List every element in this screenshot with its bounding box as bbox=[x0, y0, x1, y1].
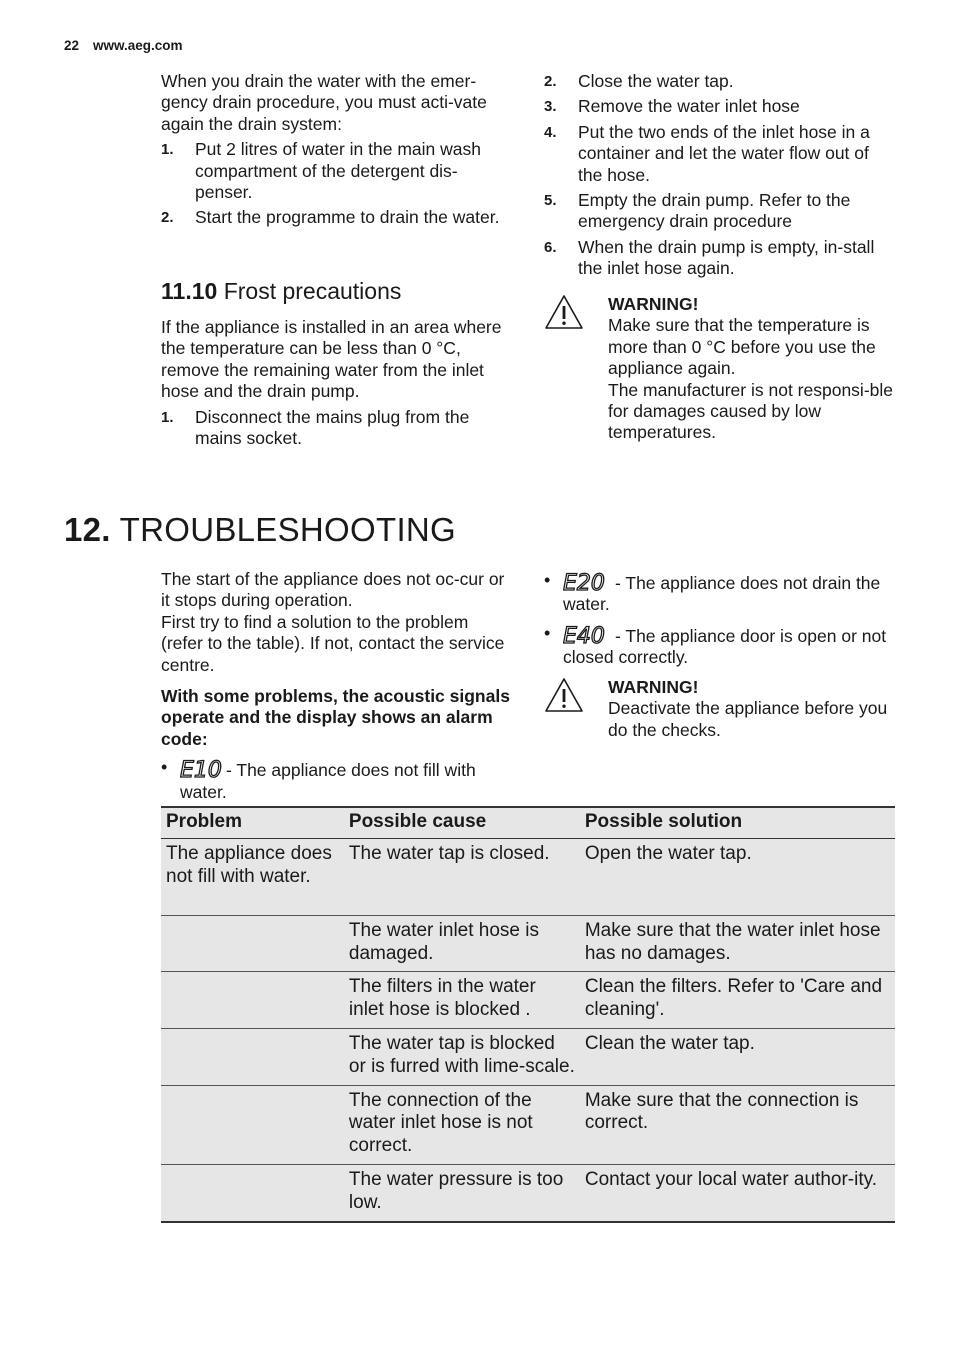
table-row bbox=[161, 972, 895, 1029]
bullet-dot: • bbox=[161, 757, 168, 778]
cell-solution: Open the water tap. bbox=[580, 838, 895, 915]
cell-cause: The filters in the water inlet hose is blocked . bbox=[344, 972, 580, 1029]
step-number: 1. bbox=[161, 408, 174, 426]
table-row bbox=[161, 1164, 895, 1221]
alarm-item-e20 bbox=[544, 571, 896, 616]
cell-problem: The appliance does not fill with water. bbox=[161, 838, 344, 915]
troubleshooting-warning bbox=[544, 677, 898, 747]
warning-triangle-icon bbox=[544, 677, 584, 713]
table-row bbox=[161, 915, 895, 972]
code-label: E20 bbox=[563, 571, 605, 593]
list-item bbox=[161, 139, 513, 203]
frost-heading bbox=[161, 277, 513, 305]
drain-intro: When you drain the water with the emer-gency drain procedure, you must acti-vate again the drain system: bbox=[161, 71, 487, 134]
list-item bbox=[544, 71, 896, 92]
troubleshooting-intro: The start of the appliance does not oc-cur or it stops during operation. First try to find a solution to the problem (refer to the table). If not, contact the service centre. bbox=[161, 569, 505, 675]
alarm-intro: With some problems, the acoustic signals operate and the display shows an alarm code: bbox=[161, 686, 510, 749]
cell-solution: Clean the water tap. bbox=[580, 1028, 895, 1085]
header-possible-cause: Possible cause bbox=[344, 807, 580, 838]
step-number: 5. bbox=[544, 192, 557, 210]
table-header-row bbox=[161, 807, 895, 838]
cell-cause: The water inlet hose is damaged. bbox=[344, 915, 580, 972]
warning-text: Deactivate the appliance before you do the checks. bbox=[608, 698, 888, 740]
chapter-heading bbox=[64, 510, 456, 550]
code-label: E10 bbox=[180, 758, 222, 781]
warning-title: WARNING! bbox=[608, 294, 699, 314]
list-item bbox=[544, 96, 896, 117]
drain-steps bbox=[161, 139, 513, 229]
frost-warning bbox=[544, 294, 898, 444]
step-text: When the drain pump is empty, in-stall the inlet hose again. bbox=[578, 236, 875, 279]
page-number: 22 bbox=[64, 38, 80, 53]
e10-code-icon bbox=[180, 758, 222, 780]
list-item bbox=[544, 237, 896, 280]
section-title: Frost precautions bbox=[223, 278, 402, 304]
cell-problem bbox=[161, 1028, 344, 1085]
cell-problem bbox=[161, 972, 344, 1029]
list-item bbox=[544, 190, 896, 233]
cell-problem bbox=[161, 915, 344, 972]
step-text: Remove the water inlet hose bbox=[578, 96, 800, 117]
troubleshooting-right bbox=[544, 571, 896, 669]
table-row bbox=[161, 1028, 895, 1085]
cell-solution: Contact your local water author-ity. bbox=[580, 1164, 895, 1221]
warning-text: Make sure that the temperature is more than 0 °C before you use the appliance again. The manufacturer is not responsi-ble for damages caused by low temperatures. bbox=[608, 315, 893, 443]
cell-problem bbox=[161, 1085, 344, 1164]
cell-cause: The water pressure is too low. bbox=[344, 1164, 580, 1221]
troubleshooting-left bbox=[161, 569, 513, 803]
list-item bbox=[161, 407, 513, 450]
step-text: Close the water tap. bbox=[578, 71, 734, 91]
step-number: 2. bbox=[161, 209, 174, 227]
section-number: 11.10 bbox=[161, 278, 218, 304]
alarm-item-e40 bbox=[544, 624, 896, 669]
step-number: 2. bbox=[544, 73, 557, 90]
step-number: 6. bbox=[544, 238, 557, 256]
header-possible-solution: Possible solution bbox=[580, 807, 895, 838]
bullet-dot: • bbox=[544, 570, 551, 590]
step-number: 4. bbox=[544, 123, 557, 141]
alarm-item-e10 bbox=[161, 758, 513, 803]
frost-intro: If the appliance is installed in an area where the temperature can be less than 0 °C, remove the remaining water from the inlet hose and the drain pump. bbox=[161, 317, 502, 402]
drain-section bbox=[161, 71, 513, 233]
warning-text-block bbox=[608, 677, 898, 741]
table-row bbox=[161, 838, 895, 915]
cell-solution: Clean the filters. Refer to 'Care and cleaning'. bbox=[580, 972, 895, 1029]
chapter-number: 12. bbox=[64, 511, 111, 548]
step-text: Put the two ends of the inlet hose in a container and let the water flow out of the hose. bbox=[578, 121, 870, 185]
step-text: Disconnect the mains plug from the mains socket. bbox=[195, 406, 470, 449]
page-header bbox=[64, 38, 197, 53]
frost-steps-right-wrap bbox=[544, 71, 896, 284]
cell-cause: The connection of the water inlet hose is not correct. bbox=[344, 1085, 580, 1164]
code-label: E40 bbox=[563, 623, 605, 646]
step-text: Put 2 litres of water in the main wash compartment of the detergent dis-penser. bbox=[195, 139, 481, 203]
bullet-dot: • bbox=[544, 622, 551, 643]
table-row bbox=[161, 1085, 895, 1164]
header-problem: Problem bbox=[161, 807, 344, 838]
frost-steps-right bbox=[544, 71, 896, 280]
list-item bbox=[544, 122, 896, 186]
cell-problem bbox=[161, 1164, 344, 1221]
alarm-text: - The appliance does not fill with water. bbox=[180, 760, 476, 802]
cell-cause: The water tap is blocked or is furred with lime-scale. bbox=[344, 1028, 580, 1085]
cell-cause: The water tap is closed. bbox=[344, 838, 580, 915]
step-number: 3. bbox=[544, 98, 557, 116]
cell-solution: Make sure that the water inlet hose has no damages. bbox=[580, 915, 895, 972]
e20-code-icon bbox=[563, 571, 611, 593]
warning-text-block bbox=[608, 294, 898, 444]
step-number: 1. bbox=[161, 141, 174, 159]
e40-code-icon bbox=[563, 624, 611, 646]
list-item bbox=[161, 207, 513, 228]
website-url: www.aeg.com bbox=[93, 38, 183, 53]
alarm-text: - The appliance does not drain the water. bbox=[563, 573, 881, 615]
warning-triangle-icon bbox=[544, 294, 584, 330]
warning-title: WARNING! bbox=[608, 677, 699, 697]
step-text: Start the programme to drain the water. bbox=[195, 207, 500, 228]
frost-steps-left bbox=[161, 407, 513, 450]
step-text: Empty the drain pump. Refer to the emergency drain procedure bbox=[578, 190, 851, 232]
chapter-title: TROUBLESHOOTING bbox=[119, 511, 457, 548]
frost-body bbox=[161, 317, 513, 453]
cell-solution: Make sure that the connection is correct. bbox=[580, 1085, 895, 1164]
troubleshooting-table bbox=[161, 806, 895, 1223]
alarm-text: - The appliance door is open or not closed correctly. bbox=[563, 625, 887, 668]
